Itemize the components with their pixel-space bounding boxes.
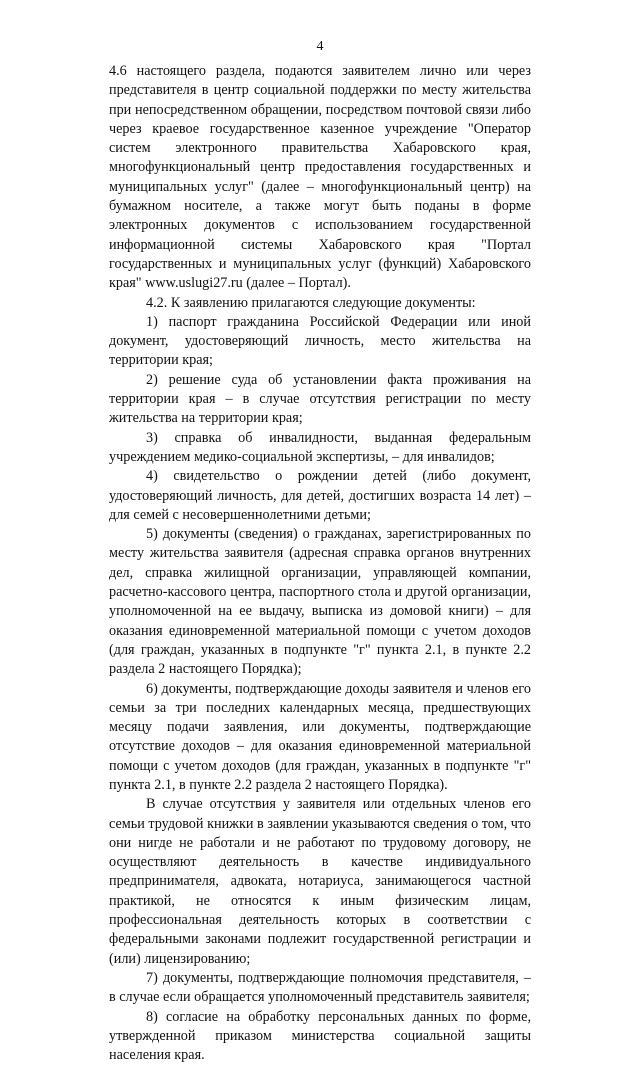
paragraph-no-work-book: В случае отсутствия у заявителя или отдельных членов его семьи трудовой книжки в заявлении указываются сведения о том, что они нигде не работали и не работают по трудовому договору, не осуществляют деятельность в качестве индивидуального предпринимателя, адвоката, нотариуса, занимающегося частной практикой, не относятся к иным физическим лицам, профессиональная деятельность которых в соответствии с федеральными законами подлежит государственной регистрации и (или) лицензированию;	[109, 796, 531, 967]
list-item-6-income-documents: 6) документы, подтверждающие доходы заявителя и членов его семьи за три последних календарных месяца, предшествующих месяцу подачи заявления, или документы, подтверждающие отсутствие доходов – для оказания единовременной материальной помощи с учетом доходов (для граждан, указанных в подпункте "г" пункта 2.1, в пункте 2.2 раздела 2 настоящего Порядка).	[109, 680, 531, 793]
list-item-1-passport: 1) паспорт гражданина Российской Федерации или иной документ, удостоверяющий личность, место жительства на территории края;	[109, 313, 531, 369]
list-item-4-birth-certificate: 4) свидетельство о рождении детей (либо документ, удостоверяющий личность, для детей, достигших возраста 14 лет) – для семей с несовершеннолетними детьми;	[109, 468, 531, 523]
list-item-7-representative-authority: 7) документы, подтверждающие полномочия представителя, – в случае если обращается уполномоченный представитель заявителя;	[109, 969, 531, 1006]
list-item-8-personal-data-consent: 8) согласие на обработку персональных данных по форме, утвержденной приказом министерства социальной защиты населения края.	[109, 1008, 531, 1064]
list-item-5-registered-citizens: 5) документы (сведения) о гражданах, зарегистрированных по месту жительства заявителя (адресная справка органов внутренних дел, справка жилищной организации, управляющей компании, расчетно-кассового центра, паспортного стола и другой организации, уполномоченной на ее выдачу, выписка из домовой книги) – для оказания единовременной материальной помощи с учетом доходов (для граждан, указанных в подпункте "г" пункта 2.1, в пункте 2.2 раздела 2 настоящего Порядка);	[109, 526, 531, 678]
page-number: 4	[316, 39, 324, 54]
paragraph-clause-4-2: 4.2. К заявлению прилагаются следующие документы:	[146, 294, 476, 311]
list-item-3-disability-certificate: 3) справка об инвалидности, выданная федеральным учреждением медико-социальной экспертизы, – для инвалидов;	[109, 429, 531, 465]
list-item-2-court-decision: 2) решение суда об установлении факта проживания на территории края – в случае отсутствия регистрации по месту жительства на территории края;	[109, 371, 531, 427]
paragraph-continuation: 4.6 настоящего раздела, подаются заявителем лично или через представителя в центр социальной поддержки по месту жительства при непосредственном обращении, посредством почтовой связи либо через краевое государственное казенное учреждение "Оператор систем электронного правительства Хабаровского края, многофункциональный центр предоставления государственных и муниципальных услуг" (далее – многофункциональный центр) на бумажном носителе, а также могут быть поданы в форме электронных документов с использованием государственной информационной системы Хабаровского края "Портал государственных и муниципальных услуг (функций) Хабаровского края" www.uslugi27.ru (далее – Портал).	[109, 63, 531, 292]
document-body	[109, 62, 531, 1065]
